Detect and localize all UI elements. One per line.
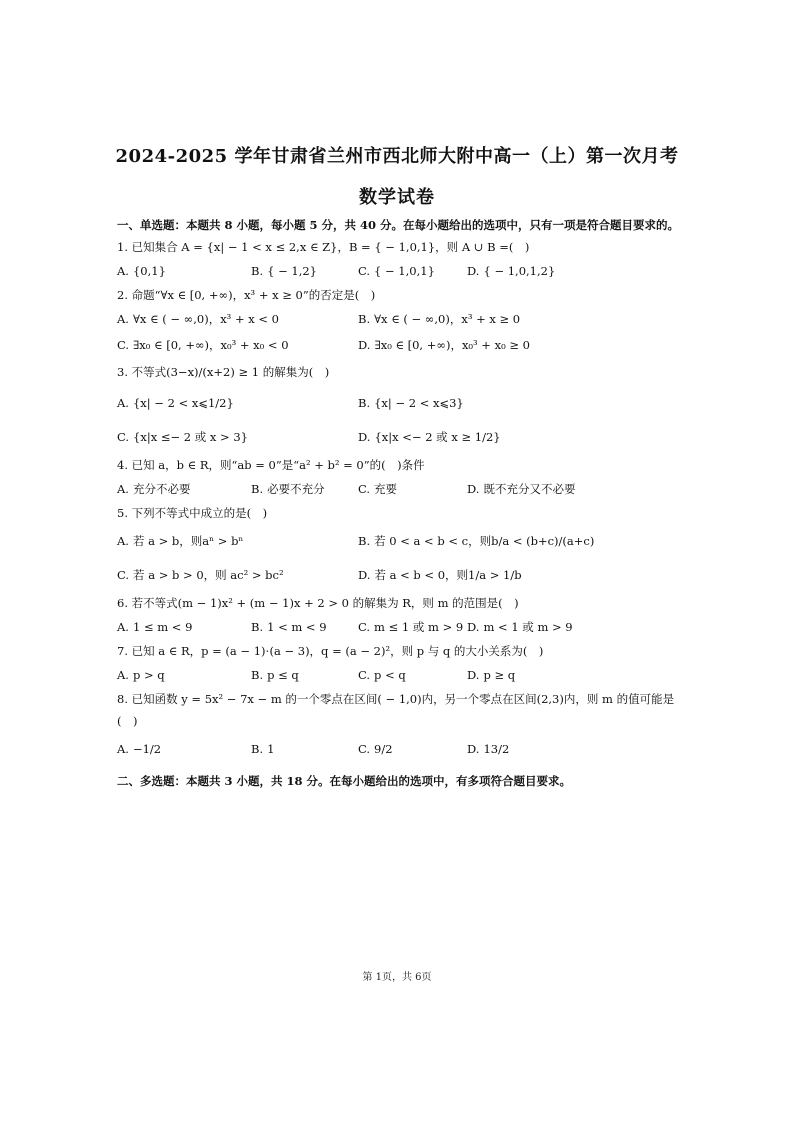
question-8-stem: 8. 已知函数 y = 5x² − 7x − m 的一个零点在区间( − 1,0)内，另一个零点在区间(2,3)内，则 m 的值可能是 [117,692,675,706]
question-7-option-d[interactable]: D. p ≥ q [467,668,516,682]
question-5-option-d[interactable]: D. 若 a < b < 0，则1/a > 1/b [358,568,522,582]
question-6-option-c[interactable]: C. m ≤ 1 或 m > 9 [358,620,464,634]
question-4-option-a[interactable]: A. 充分不必要 [117,482,191,496]
question-2-option-b[interactable]: B. ∀x ∈ ( − ∞,0)，x³ + x ≥ 0 [358,312,521,326]
question-4-option-d[interactable]: D. 既不充分又不必要 [467,482,576,496]
question-5-option-c[interactable]: C. 若 a > b > 0，则 ac² > bc² [117,568,284,582]
question-2-option-c[interactable]: C. ∃x₀ ∈ [0, +∞)，x₀³ + x₀ < 0 [117,338,289,352]
question-5-option-a[interactable]: A. 若 a > b，则aⁿ > bⁿ [117,534,244,548]
question-5-option-b[interactable]: B. 若 0 < a < b < c，则b/a < (b+c)/(a+c) [358,534,595,548]
question-1-options [117,258,707,284]
question-7-option-c[interactable]: C. p < q [358,668,406,682]
question-6-stem: 6. 若不等式(m − 1)x² + (m − 1)x + 2 > 0 的解集为 R，则 m 的范围是( ) [117,596,519,610]
question-6-option-b[interactable]: B. 1 < m < 9 [251,620,327,634]
question-1-option-b[interactable]: B. { − 1,2} [251,264,317,278]
question-6-options [117,614,707,640]
question-5-options-row1 [117,524,707,558]
question-2-stem: 2. 命题“∀x ∈ [0, +∞)，x³ + x ≥ 0”的否定是( ) [117,288,376,302]
question-8-option-a[interactable]: A. −1/2 [117,742,162,756]
question-1-option-d[interactable]: D. { − 1,0,1,2} [467,264,556,278]
question-3-option-b[interactable]: B. {x| − 2 < x⩽3} [358,396,464,410]
question-2-option-a[interactable]: A. ∀x ∈ ( − ∞,0)，x³ + x < 0 [117,312,279,326]
question-7-option-b[interactable]: B. p ≤ q [251,668,299,682]
question-2-option-d[interactable]: D. ∃x₀ ∈ [0, +∞)，x₀³ + x₀ ≥ 0 [358,338,530,352]
question-7-stem: 7. 已知 a ∈ R，p = (a − 1)⋅(a − 3)，q = (a − 2)²，则 p 与 q 的大小关系为( ) [117,644,544,658]
question-7-options [117,662,707,688]
question-8-option-d[interactable]: D. 13/2 [467,742,510,756]
question-4-option-c[interactable]: C. 充要 [358,482,398,496]
question-8-options [117,732,707,766]
section-heading-single-choice: 一、单选题：本题共 8 小题，每小题 5 分，共 40 分。在每小题给出的选项中，只有一项是符合题目要求的。 [117,218,680,232]
question-3-option-d[interactable]: D. {x|x <− 2 或 x ≥ 1/2} [358,430,501,444]
question-7-option-a[interactable]: A. p > q [117,668,165,682]
question-8-option-c[interactable]: C. 9/2 [358,742,393,756]
question-4-stem: 4. 已知 a，b ∈ R，则“ab = 0”是“a² + b² = 0”的( )条件 [117,458,425,472]
question-3-option-c[interactable]: C. {x|x ≤− 2 或 x > 3} [117,430,248,444]
question-5-options-row2 [117,558,707,592]
question-4-option-b[interactable]: B. 必要不充分 [251,482,325,496]
question-4-options [117,476,707,502]
question-1-stem: 1. 已知集合 A = {x| − 1 < x ≤ 2,x ∈ Z}，B = { − 1,0,1}，则 A ∪ B =( ) [117,240,530,254]
question-2-options-row1 [117,306,707,332]
section-heading-multiple-choice: 二、多选题：本题共 3 小题，共 18 分。在每小题给出的选项中，有多项符合题目要求。 [117,774,572,788]
question-1-option-a[interactable]: A. {0,1} [117,264,166,278]
question-3-options-row1 [117,386,707,420]
question-1-option-c[interactable]: C. { − 1,0,1} [358,264,435,278]
exam-content [117,214,707,792]
question-3-options-row2 [117,420,707,454]
question-2-options-row2 [117,332,707,358]
question-3-stem: 3. 不等式(3−x)/(x+2) ≥ 1 的解集为( ) [117,365,330,379]
page-footer: 第 1页，共 6页 [362,972,432,983]
exam-subtitle: 数学试卷 [359,187,435,208]
question-6-option-a[interactable]: A. 1 ≤ m < 9 [117,620,193,634]
question-8-stem-continued: ( ) [117,714,138,728]
question-6-option-d[interactable]: D. m < 1 或 m > 9 [467,620,573,634]
exam-title: 2024-2025 学年甘肃省兰州市西北师大附中高一（上）第一次月考 [115,146,679,167]
question-3-option-a[interactable]: A. {x| − 2 < x⩽1/2} [117,396,234,410]
question-8-option-b[interactable]: B. 1 [251,742,275,756]
question-5-stem: 5. 下列不等式中成立的是( ) [117,506,268,520]
